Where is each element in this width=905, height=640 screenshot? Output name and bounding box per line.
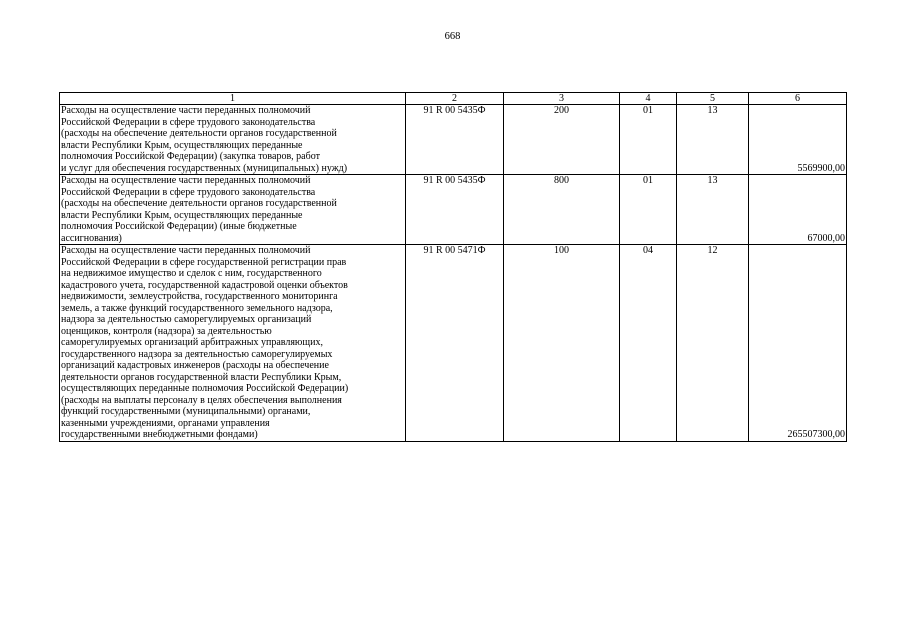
row-description: Расходы на осуществление части переданных полномочий Российской Федерации в сфере трудового законодательства (расходы на обеспечение деятельности органов государственной власти Республики Крым, осуществляющих переданные полномочия Российской Федерации) (иные бюджетные ассигнования) <box>60 175 406 245</box>
row-section: 04 <box>620 245 677 442</box>
table-row <box>60 175 847 245</box>
row-target-code: 91 R 00 5471Ф <box>406 245 504 442</box>
header-cell-6: 6 <box>749 93 847 105</box>
header-cell-3: 3 <box>504 93 620 105</box>
row-subsection: 13 <box>677 175 749 245</box>
table-header-row <box>60 93 847 105</box>
row-section: 01 <box>620 175 677 245</box>
header-cell-1: 1 <box>60 93 406 105</box>
row-description: Расходы на осуществление части переданных полномочий Российской Федерации в сфере трудового законодательства (расходы на обеспечение деятельности органов государственной власти Республики Крым, осуществляющих переданные полномочия Российской Федерации) (закупка товаров, работ и услуг для обеспечения государственных (муниципальных) нужд) <box>60 105 406 175</box>
page-number: 668 <box>444 31 461 42</box>
row-subsection: 13 <box>677 105 749 175</box>
row-expense-type: 800 <box>504 175 620 245</box>
row-amount: 5569900,00 <box>749 105 847 175</box>
row-amount: 265507300,00 <box>749 245 847 442</box>
table-row <box>60 245 847 442</box>
header-cell-5: 5 <box>677 93 749 105</box>
row-amount: 67000,00 <box>749 175 847 245</box>
header-cell-2: 2 <box>406 93 504 105</box>
row-expense-type: 100 <box>504 245 620 442</box>
header-cell-4: 4 <box>620 93 677 105</box>
table-row <box>60 105 847 175</box>
row-target-code: 91 R 00 5435Ф <box>406 105 504 175</box>
row-expense-type: 200 <box>504 105 620 175</box>
row-subsection: 12 <box>677 245 749 442</box>
row-description: Расходы на осуществление части переданных полномочий Российской Федерации в сфере государственной регистрации прав на недвижимое имущество и сделок с ним, государственного кадастрового учета, государственной кадастровой оценки объектов недвижимости, землеустройства, государственного мониторинга земель, а также функций государственного земельного надзора, надзора за деятельностью саморегулируемых организаций оценщиков, контроля (надзора) за деятельностью саморегулируемых организаций арбитражных управляющих, государственного надзора за деятельностью саморегулируемых организаций кадастровых инженеров (расходы на обеспечение деятельности органов государственной власти Республики Крым, осуществляющих переданные полномочия Российской Федерации) (расходы на выплаты персоналу в целях обеспечения выполнения функций государственными (муниципальными) органами, казенными учреждениями, органами управления государственными внебюджетными фондами) <box>60 245 406 442</box>
row-target-code: 91 R 00 5435Ф <box>406 175 504 245</box>
row-section: 01 <box>620 105 677 175</box>
budget-table <box>59 92 847 442</box>
